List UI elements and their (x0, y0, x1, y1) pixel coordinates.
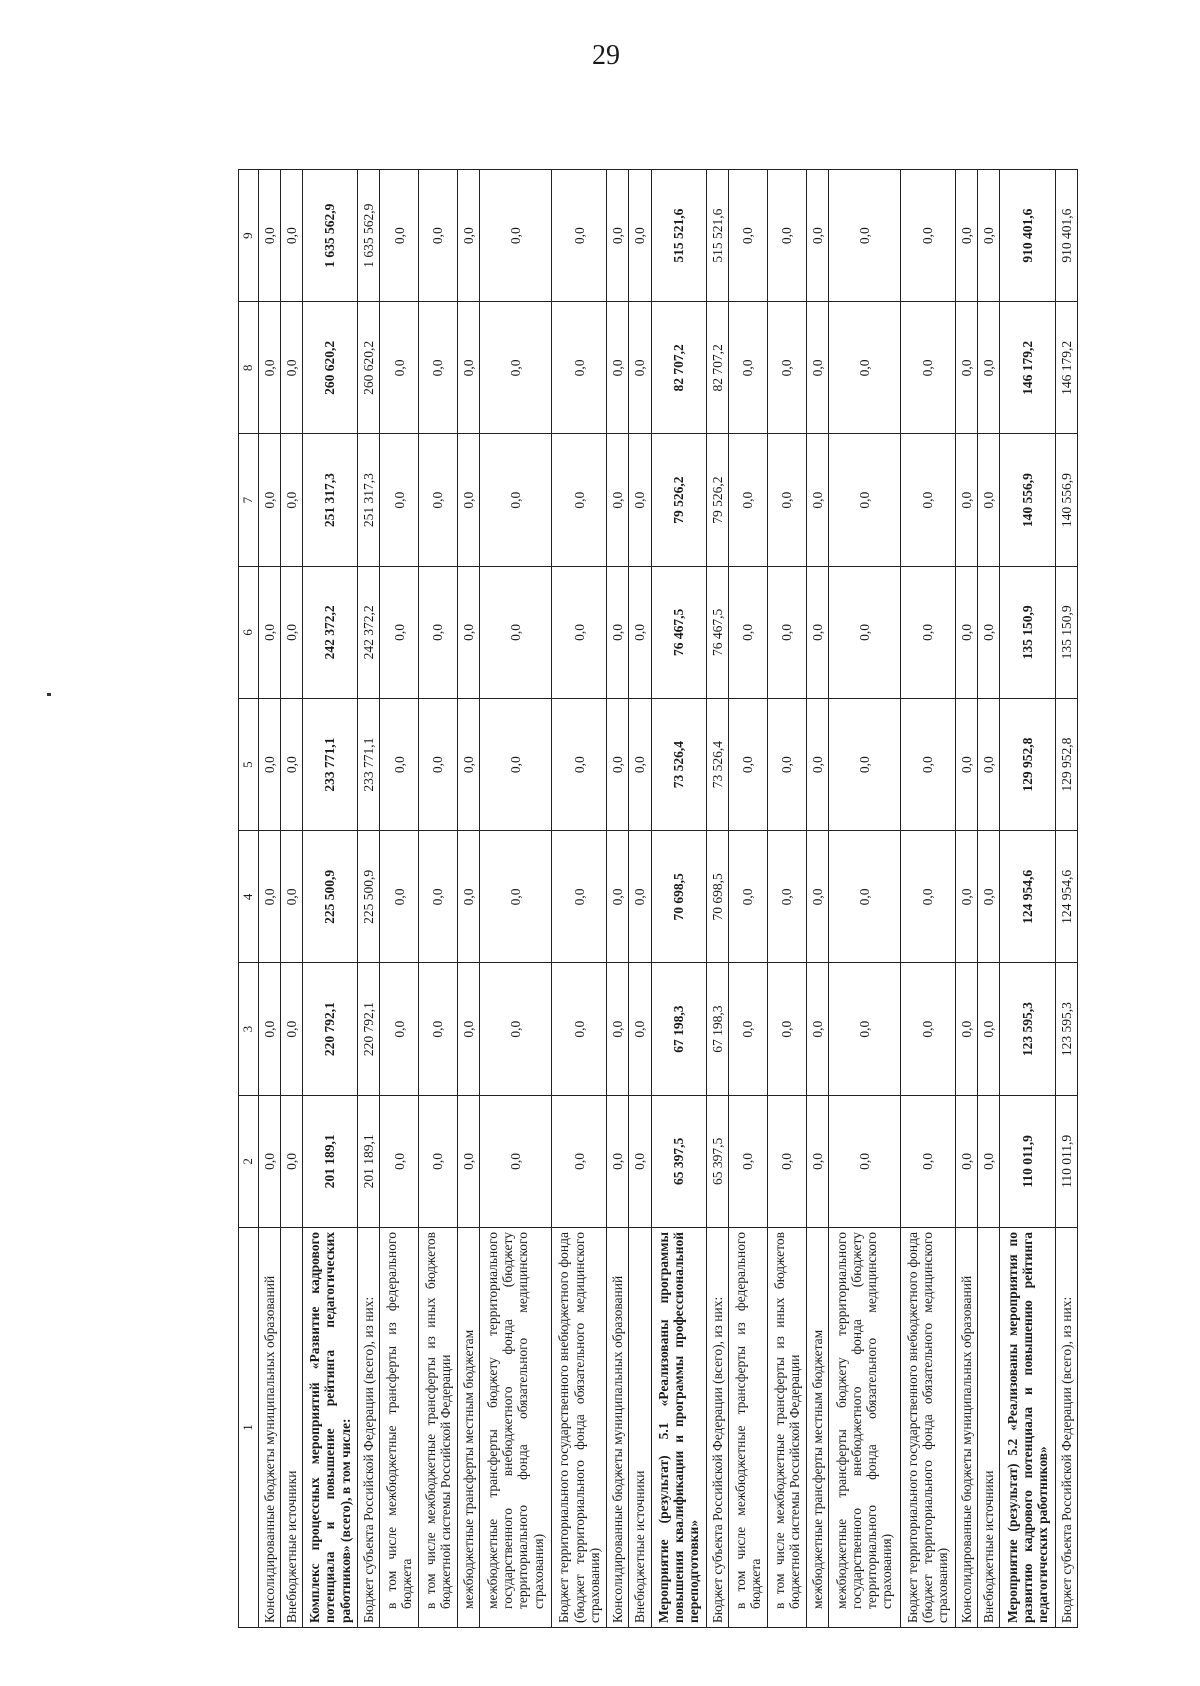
row-value: 0,0 (767, 302, 806, 434)
row-value: 110 011,9 (1055, 1095, 1077, 1227)
row-value: 0,0 (806, 963, 828, 1095)
row-value: 0,0 (828, 831, 900, 963)
row-value: 0,0 (258, 1095, 280, 1227)
row-value: 260 620,2 (358, 302, 380, 434)
row-value: 70 698,5 (651, 831, 706, 963)
row-value: 201 189,1 (302, 1095, 357, 1227)
row-label: Консолидированные бюджеты муниципальных образований (607, 1228, 629, 1628)
row-value: 0,0 (457, 566, 479, 698)
row-value: 0,0 (419, 831, 458, 963)
table-row (358, 170, 380, 1628)
row-value: 76 467,5 (651, 566, 706, 698)
row-value: 129 952,8 (1055, 699, 1077, 831)
row-value: 0,0 (978, 831, 1000, 963)
row-value: 0,0 (729, 831, 768, 963)
table-header-row (239, 170, 259, 1628)
row-value: 0,0 (280, 434, 302, 566)
row-value: 0,0 (767, 831, 806, 963)
row-value: 0,0 (551, 170, 606, 302)
table-body (258, 170, 1077, 1628)
row-value: 67 198,3 (651, 963, 706, 1095)
row-value: 0,0 (551, 831, 606, 963)
table-row (806, 170, 828, 1628)
row-value: 225 500,9 (358, 831, 380, 963)
row-value: 0,0 (806, 831, 828, 963)
row-label: Мероприятие (результат) 5.2 «Реализованы мероприятия по развитию кадрового потенциала и повышению рейтинга педагогических работников» (1000, 1228, 1055, 1628)
row-value: 0,0 (900, 302, 955, 434)
row-value: 0,0 (607, 566, 629, 698)
row-value: 0,0 (457, 302, 479, 434)
row-value: 0,0 (956, 963, 978, 1095)
row-value: 0,0 (629, 302, 651, 434)
row-value: 65 397,5 (651, 1095, 706, 1227)
row-value: 0,0 (380, 831, 419, 963)
column-number: 8 (239, 302, 259, 434)
row-value: 220 792,1 (358, 963, 380, 1095)
scan-speck (47, 693, 51, 696)
table-row (978, 170, 1000, 1628)
row-value: 124 954,6 (1000, 831, 1055, 963)
row-value: 0,0 (607, 1095, 629, 1227)
row-value: 201 189,1 (358, 1095, 380, 1227)
row-value: 0,0 (729, 963, 768, 1095)
row-value: 0,0 (607, 434, 629, 566)
row-label: межбюджетные трансферты бюджету территориального государственного внебюджетного фонда (бюджету территориального фонда обязательного медицинского страхования) (479, 1228, 551, 1628)
row-value: 0,0 (900, 963, 955, 1095)
row-value: 0,0 (479, 831, 551, 963)
row-label: Консолидированные бюджеты муниципальных образований (258, 1228, 280, 1628)
row-value: 0,0 (380, 434, 419, 566)
table-row (767, 170, 806, 1628)
row-value: 123 595,3 (1055, 963, 1077, 1095)
row-value: 0,0 (629, 963, 651, 1095)
row-value: 0,0 (607, 302, 629, 434)
row-label: Бюджет территориального государственного внебюджетного фонда (бюджет территориального фонда обязательного медицинского страхования) (551, 1228, 606, 1628)
row-value: 251 317,3 (302, 434, 357, 566)
row-value: 0,0 (551, 1095, 606, 1227)
row-value: 0,0 (380, 566, 419, 698)
row-value: 220 792,1 (302, 963, 357, 1095)
column-number: 1 (239, 1228, 259, 1628)
row-value: 0,0 (419, 170, 458, 302)
row-value: 242 372,2 (358, 566, 380, 698)
row-value: 135 150,9 (1055, 566, 1077, 698)
row-value: 79 526,2 (706, 434, 728, 566)
row-value: 0,0 (806, 434, 828, 566)
row-value: 0,0 (900, 566, 955, 698)
row-label: Консолидированные бюджеты муниципальных образований (956, 1228, 978, 1628)
row-value: 0,0 (280, 170, 302, 302)
row-value: 0,0 (380, 699, 419, 831)
row-value: 76 467,5 (706, 566, 728, 698)
row-value: 1 635 562,9 (302, 170, 357, 302)
row-label: Мероприятие (результат) 5.1 «Реализованы программы повышения квалификации и программы профессиональной переподготовки» (651, 1228, 706, 1628)
table-row (729, 170, 768, 1628)
row-value: 0,0 (607, 170, 629, 302)
table-row (956, 170, 978, 1628)
table-row (651, 170, 706, 1628)
row-value: 0,0 (828, 434, 900, 566)
row-value: 0,0 (419, 1095, 458, 1227)
row-value: 0,0 (828, 302, 900, 434)
table-row (607, 170, 629, 1628)
row-value: 0,0 (457, 1095, 479, 1227)
row-value: 0,0 (629, 170, 651, 302)
row-value: 0,0 (258, 566, 280, 698)
row-value: 0,0 (280, 302, 302, 434)
row-value: 0,0 (280, 699, 302, 831)
row-value: 0,0 (280, 963, 302, 1095)
table-row (302, 170, 357, 1628)
row-label: в том числе межбюджетные трансферты из федерального бюджета (380, 1228, 419, 1628)
row-value: 0,0 (629, 434, 651, 566)
table-row (479, 170, 551, 1628)
row-value: 0,0 (607, 831, 629, 963)
row-value: 0,0 (900, 434, 955, 566)
row-value: 0,0 (419, 566, 458, 698)
row-label: Внебюджетные источники (978, 1228, 1000, 1628)
row-value: 233 771,1 (302, 699, 357, 831)
row-label: в том числе межбюджетные трансферты из иных бюджетов бюджетной системы Российской Федерации (419, 1228, 458, 1628)
row-value: 0,0 (767, 963, 806, 1095)
row-value: 0,0 (806, 170, 828, 302)
row-value: 0,0 (258, 963, 280, 1095)
row-value: 0,0 (479, 963, 551, 1095)
row-value: 0,0 (729, 566, 768, 698)
row-label: Бюджет территориального государственного внебюджетного фонда (бюджет территориального фонда обязательного медицинского страхования) (900, 1228, 955, 1628)
column-number: 6 (239, 566, 259, 698)
table-row (1055, 170, 1077, 1628)
row-value: 73 526,4 (651, 699, 706, 831)
row-value: 0,0 (258, 831, 280, 963)
row-value: 0,0 (978, 1095, 1000, 1227)
row-value: 515 521,6 (651, 170, 706, 302)
row-value: 140 556,9 (1055, 434, 1077, 566)
row-label: межбюджетные трансферты местным бюджетам (457, 1228, 479, 1628)
row-value: 0,0 (479, 302, 551, 434)
row-value: 910 401,6 (1000, 170, 1055, 302)
row-value: 0,0 (806, 1095, 828, 1227)
row-value: 0,0 (551, 566, 606, 698)
row-value: 0,0 (551, 963, 606, 1095)
row-value: 0,0 (419, 302, 458, 434)
row-value: 0,0 (457, 963, 479, 1095)
row-value: 0,0 (767, 434, 806, 566)
row-value: 0,0 (900, 831, 955, 963)
row-value: 110 011,9 (1000, 1095, 1055, 1227)
row-value: 242 372,2 (302, 566, 357, 698)
row-value: 73 526,4 (706, 699, 728, 831)
row-value: 0,0 (729, 302, 768, 434)
row-value: 515 521,6 (706, 170, 728, 302)
row-value: 0,0 (380, 963, 419, 1095)
row-value: 0,0 (479, 1095, 551, 1227)
row-value: 0,0 (551, 434, 606, 566)
column-number: 2 (239, 1095, 259, 1227)
row-value: 0,0 (551, 302, 606, 434)
table-row (258, 170, 280, 1628)
row-value: 70 698,5 (706, 831, 728, 963)
row-value: 0,0 (900, 699, 955, 831)
row-value: 0,0 (457, 831, 479, 963)
row-value: 260 620,2 (302, 302, 357, 434)
row-label: Внебюджетные источники (629, 1228, 651, 1628)
table-row (280, 170, 302, 1628)
row-value: 0,0 (828, 566, 900, 698)
row-value: 0,0 (828, 699, 900, 831)
row-value: 0,0 (729, 170, 768, 302)
row-value: 0,0 (978, 302, 1000, 434)
row-label: в том числе межбюджетные трансферты из федерального бюджета (729, 1228, 768, 1628)
row-value: 0,0 (767, 170, 806, 302)
row-value: 0,0 (900, 1095, 955, 1227)
row-value: 146 179,2 (1000, 302, 1055, 434)
table-row (706, 170, 728, 1628)
row-value: 0,0 (380, 302, 419, 434)
row-value: 0,0 (479, 566, 551, 698)
row-label: Бюджет субъекта Российской Федерации (всего), из них: (358, 1228, 380, 1628)
row-value: 0,0 (479, 699, 551, 831)
row-value: 0,0 (258, 699, 280, 831)
column-number: 7 (239, 434, 259, 566)
table-row (380, 170, 419, 1628)
row-value: 0,0 (978, 963, 1000, 1095)
row-value: 79 526,2 (651, 434, 706, 566)
row-value: 82 707,2 (706, 302, 728, 434)
row-label: в том числе межбюджетные трансферты из иных бюджетов бюджетной системы Российской Федерации (767, 1228, 806, 1628)
table-row (1000, 170, 1055, 1628)
row-value: 0,0 (457, 170, 479, 302)
row-value: 135 150,9 (1000, 566, 1055, 698)
row-value: 0,0 (258, 302, 280, 434)
row-value: 0,0 (419, 699, 458, 831)
row-value: 225 500,9 (302, 831, 357, 963)
row-value: 0,0 (956, 302, 978, 434)
row-value: 0,0 (978, 566, 1000, 698)
row-value: 82 707,2 (651, 302, 706, 434)
row-value: 0,0 (419, 434, 458, 566)
row-value: 0,0 (280, 831, 302, 963)
row-value: 65 397,5 (706, 1095, 728, 1227)
row-value: 910 401,6 (1055, 170, 1077, 302)
row-value: 123 595,3 (1000, 963, 1055, 1095)
row-value: 0,0 (956, 831, 978, 963)
row-value: 0,0 (828, 963, 900, 1095)
row-value: 0,0 (978, 170, 1000, 302)
row-value: 0,0 (258, 434, 280, 566)
row-label: Бюджет субъекта Российской Федерации (всего), из них: (1055, 1228, 1077, 1628)
row-value: 233 771,1 (358, 699, 380, 831)
row-label: Комплекс процессных мероприятий «Развитие кадрового потенциала и повышение рейтинга педагогических работников» (всего), в том числе: (302, 1228, 357, 1628)
table-row (629, 170, 651, 1628)
row-value: 124 954,6 (1055, 831, 1077, 963)
row-value: 0,0 (380, 170, 419, 302)
row-value: 0,0 (629, 1095, 651, 1227)
row-value: 0,0 (978, 434, 1000, 566)
row-value: 0,0 (629, 831, 651, 963)
row-value: 0,0 (629, 566, 651, 698)
row-label: Внебюджетные источники (280, 1228, 302, 1628)
rotated-table-container (238, 170, 1078, 1628)
row-value: 0,0 (828, 1095, 900, 1227)
row-value: 0,0 (280, 566, 302, 698)
row-label: межбюджетные трансферты бюджету территориального государственного внебюджетного фонда (бюджету территориального фонда обязательного медицинского страхования) (828, 1228, 900, 1628)
row-value: 0,0 (978, 699, 1000, 831)
row-value: 0,0 (900, 170, 955, 302)
row-value: 0,0 (956, 1095, 978, 1227)
row-value: 1 635 562,9 (358, 170, 380, 302)
table-row (457, 170, 479, 1628)
page-number: 29 (592, 40, 620, 71)
row-value: 0,0 (956, 434, 978, 566)
row-value: 0,0 (419, 963, 458, 1095)
row-value: 0,0 (767, 699, 806, 831)
row-value: 0,0 (479, 170, 551, 302)
row-value: 67 198,3 (706, 963, 728, 1095)
row-value: 0,0 (956, 699, 978, 831)
row-value: 146 179,2 (1055, 302, 1077, 434)
row-label: межбюджетные трансферты местным бюджетам (806, 1228, 828, 1628)
row-value: 0,0 (607, 699, 629, 831)
row-value: 0,0 (767, 1095, 806, 1227)
funding-table (238, 169, 1078, 1628)
row-value: 251 317,3 (358, 434, 380, 566)
column-number: 4 (239, 831, 259, 963)
row-value: 0,0 (729, 1095, 768, 1227)
row-value: 0,0 (457, 699, 479, 831)
row-value: 0,0 (806, 566, 828, 698)
column-number: 9 (239, 170, 259, 302)
row-value: 0,0 (806, 302, 828, 434)
row-value: 0,0 (551, 699, 606, 831)
row-value: 140 556,9 (1000, 434, 1055, 566)
row-value: 0,0 (828, 170, 900, 302)
row-value: 0,0 (956, 566, 978, 698)
table-row (551, 170, 606, 1628)
row-value: 0,0 (629, 699, 651, 831)
row-value: 0,0 (479, 434, 551, 566)
table-row (419, 170, 458, 1628)
column-number: 5 (239, 699, 259, 831)
column-number: 3 (239, 963, 259, 1095)
row-value: 0,0 (457, 434, 479, 566)
row-value: 0,0 (956, 170, 978, 302)
row-value: 0,0 (767, 566, 806, 698)
row-value: 0,0 (380, 1095, 419, 1227)
row-value: 0,0 (607, 963, 629, 1095)
table-row (828, 170, 900, 1628)
row-label: Бюджет субъекта Российской Федерации (всего), из них: (706, 1228, 728, 1628)
row-value: 0,0 (729, 434, 768, 566)
row-value: 0,0 (729, 699, 768, 831)
row-value: 0,0 (258, 170, 280, 302)
row-value: 0,0 (280, 1095, 302, 1227)
row-value: 129 952,8 (1000, 699, 1055, 831)
row-value: 0,0 (806, 699, 828, 831)
table-row (900, 170, 955, 1628)
